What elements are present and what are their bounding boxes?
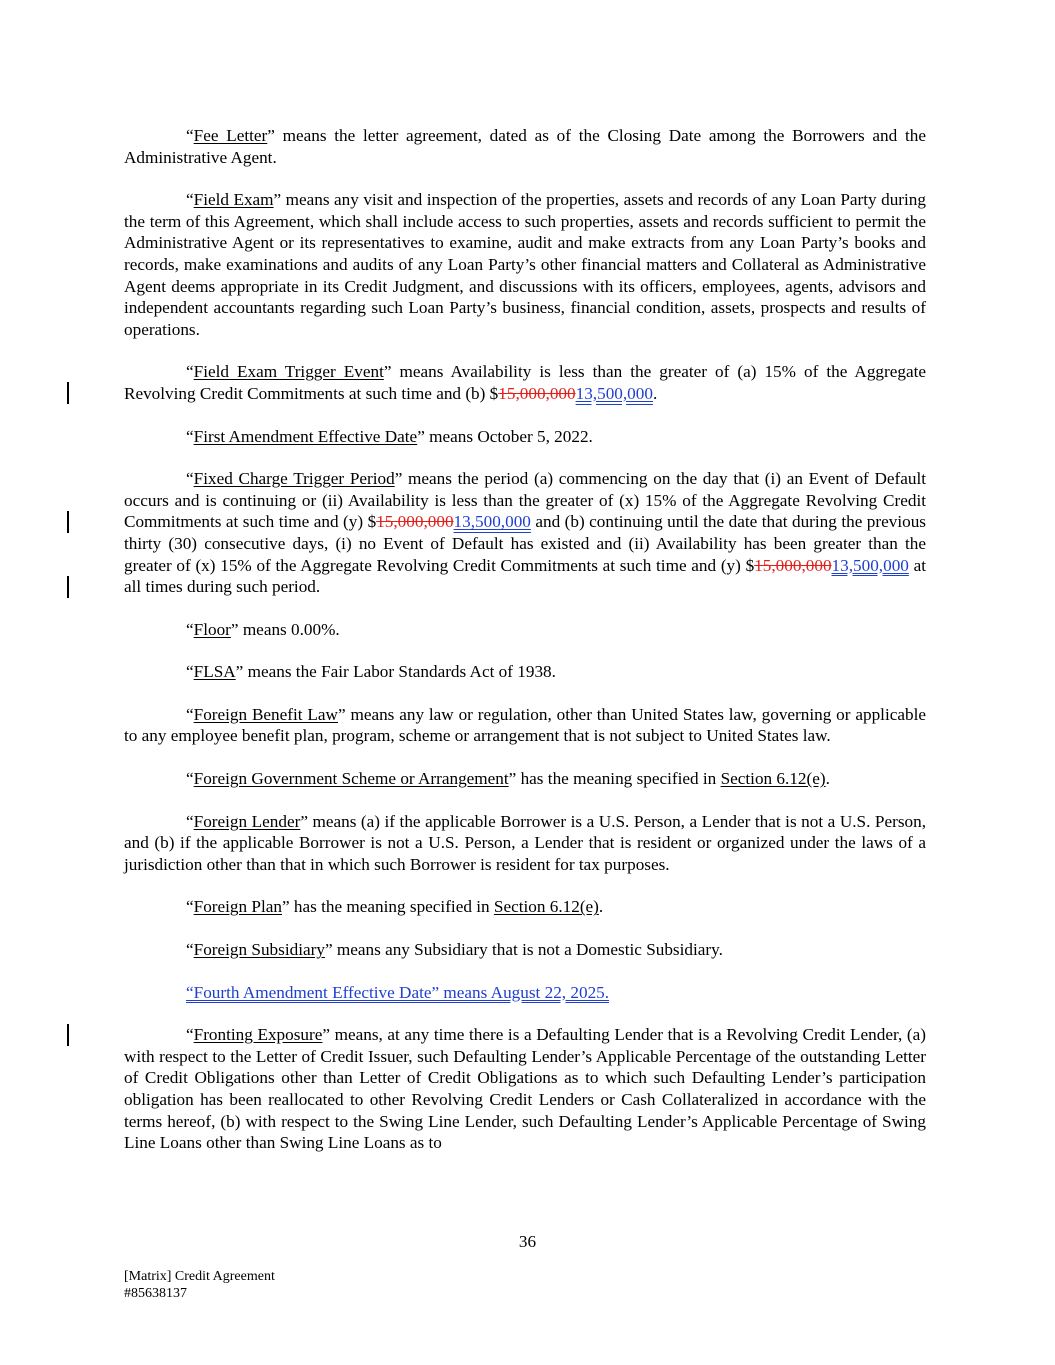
definition-flsa: “FLSA” means the Fair Labor Standards Act of 1938. [186,662,556,682]
defined-term: Foreign Subsidiary [193,940,325,960]
page-number: 36 [518,1232,537,1251]
defined-term: First Amendment Effective Date [193,426,418,446]
definition-field-exam-trigger-event: “Field Exam Trigger Event” means Availability is less than the greater of (a) 15% of the Aggregate Revolving Credit Commitments at such time and (b) $15,000,00013,500,000. [124,362,926,403]
defined-term: Foreign Plan [193,897,282,917]
change-bar [67,1024,69,1046]
definition-foreign-benefit-law: “Foreign Benefit Law” means any law or regulation, other than United States law, governing or applicable to any employee benefit plan, program, scheme or arrangement that is not subject to United States law. [124,704,926,746]
definition-foreign-government-scheme: “Foreign Government Scheme or Arrangement” has the meaning specified in Section 6.12(e). [186,769,830,789]
footer-document-number: #85638137 [124,1286,187,1301]
deleted-text: 15,000,000 [376,512,454,532]
defined-term: Field Exam [193,190,274,210]
section-reference: Section 6.12(e) [720,769,826,789]
footer [124,1268,275,1302]
defined-term: Foreign Government Scheme or Arrangement [193,769,509,789]
defined-term: Foreign Lender [193,811,301,831]
definition-field-exam: “Field Exam” means any visit and inspection of the properties, assets and records of any Loan Party during the term of this Agreement, which shall include access to such properties, assets and records sufficient to permit the Administrative Agent or its representatives to examine, audit and make extracts from any Loan Party’s books and records, make examinations and audits of any Loan Party’s other financial matters and Collateral as Administrative Agent deems appropriate in its Credit Judgment, and discussions with its officers, employees, agents, advisors and independent accountants regarding such Loan Party’s business, financial condition, assets, prospects and results of operations. [124,190,926,339]
defined-term: Field Exam Trigger Event [193,362,384,382]
definition-floor: “Floor” means 0.00%. [186,619,340,639]
section-reference: Section 6.12(e) [493,897,599,917]
defined-term: Foreign Benefit Law [193,704,338,724]
inserted-text: 13,500,000 [575,383,653,403]
deleted-text: 15,000,000 [498,383,576,403]
deleted-text: 15,000,000 [754,555,832,575]
definition-foreign-subsidiary: “Foreign Subsidiary” means any Subsidiary that is not a Domestic Subsidiary. [186,940,723,960]
definition-fourth-amendment-effective-date [124,982,926,1004]
defined-term: FLSA [193,662,236,682]
definitions-body [124,125,926,1175]
inserted-text: “Fourth Amendment Effective Date” means August 22, 2025. [186,982,610,1002]
definition-foreign-plan: “Foreign Plan” has the meaning specified in Section 6.12(e). [186,897,604,917]
inserted-text: 13,500,000 [453,512,531,532]
defined-term: Fixed Charge Trigger Period [193,469,395,489]
change-bar [67,382,69,404]
definition-foreign-lender: “Foreign Lender” means (a) if the applicable Borrower is a U.S. Person, a Lender that is not a U.S. Person, and (b) if the applicable Borrower is not a U.S. Person, a Lender that is resident or organized under the laws of a jurisdiction other than that in which such Borrower is resident for tax purposes. [124,811,926,874]
definition-fixed-charge-trigger-period: “Fixed Charge Trigger Period” means the period (a) commencing on the day that (i) an Event of Default occurs and is continuing or (ii) Availability is less than the greater of (x) 15% of the Aggregate Revolving Credit Commitments at such time and (y) $15,000,00013,500,000 and (b) continuing until the date that during the previous thirty (30) consecutive days, (i) no Event of Default has existed and (ii) Availability has been greater than the greater of (x) 15% of the Aggregate Revolving Credit Commitments at such time and (y) $15,000,00013,500,000 at all times during such period. [124,469,926,597]
defined-term: Floor [193,619,231,639]
change-bar [67,576,69,598]
defined-term: Fronting Exposure [193,1025,323,1045]
change-bar [67,511,69,533]
definition-first-amendment-effective-date: “First Amendment Effective Date” means October 5, 2022. [186,426,593,446]
footer-document-title: [Matrix] Credit Agreement [124,1269,275,1284]
definition-fee-letter: “Fee Letter” means the letter agreement, dated as of the Closing Date among the Borrowers and the Administrative Agent. [124,126,926,167]
inserted-text: 13,500,000 [831,555,909,575]
definition-fronting-exposure: “Fronting Exposure” means, at any time there is a Defaulting Lender that is a Revolving Credit Lender, (a) with respect to the Letter of Credit Issuer, such Defaulting Lender’s Applicable Percentage of the outstanding Letter of Credit Obligations other than Letter of Credit Obligations as to which such Defaulting Lender’s participation obligation has been reallocated to other Revolving Credit Lenders or Cash Collateralized in accordance with the terms hereof, (b) with respect to the Swing Line Lender, such Defaulting Lender’s Applicable Percentage of Swing Line Loans other than Swing Line Loans as to [124,1025,926,1153]
defined-term: Fee Letter [193,126,268,145]
